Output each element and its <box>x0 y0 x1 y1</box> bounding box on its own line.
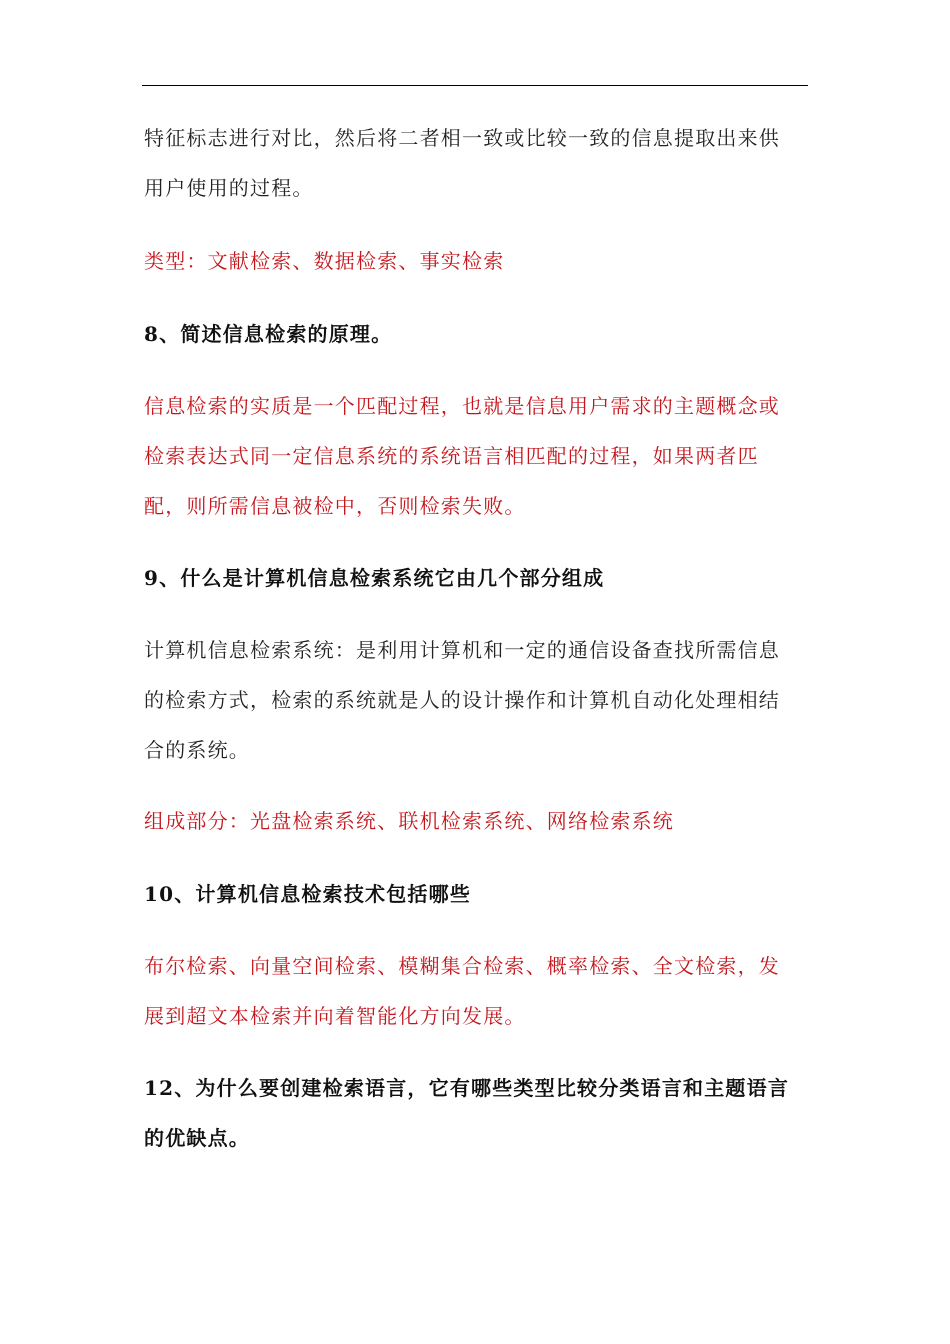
answer-8 <box>144 381 808 531</box>
text-line: 12、为什么要创建检索语言，它有哪些类型比较分类语言和主题语言 <box>144 1076 790 1100</box>
text-line: 的检索方式，检索的系统就是人的设计操作和计算机自动化处理相结 <box>144 688 780 712</box>
paragraph-definition-continued <box>144 113 808 213</box>
text-line: 信息检索的实质是一个匹配过程，也就是信息用户需求的主题概念或 <box>144 394 780 418</box>
text-line: 类型：文献检索、数据检索、事实检索 <box>144 249 505 273</box>
text-line: 的优缺点。 <box>144 1126 250 1150</box>
question-8-heading <box>144 309 808 359</box>
text-line: 布尔检索、向量空间检索、模糊集合检索、概率检索、全文检索，发 <box>144 954 780 978</box>
answer-10 <box>144 941 808 1041</box>
text-line: 检索表达式同一定信息系统的系统语言相匹配的过程，如果两者匹 <box>144 444 759 468</box>
answer-retrieval-types <box>144 236 808 286</box>
text-line: 合的系统。 <box>144 738 250 762</box>
question-12-heading <box>144 1063 808 1163</box>
text-line: 特征标志进行对比，然后将二者相一致或比较一致的信息提取出来供 <box>144 126 780 150</box>
answer-9-definition <box>144 625 808 775</box>
text-line: 9、什么是计算机信息检索系统它由几个部分组成 <box>144 566 605 590</box>
text-line: 用户使用的过程。 <box>144 176 314 200</box>
text-line: 计算机信息检索系统：是利用计算机和一定的通信设备查找所需信息 <box>144 638 780 662</box>
text-line: 展到超文本检索并向着智能化方向发展。 <box>144 1004 526 1028</box>
answer-9-components <box>144 796 808 846</box>
question-10-heading <box>144 869 808 919</box>
text-line: 配，则所需信息被检中，否则检索失败。 <box>144 494 526 518</box>
question-9-heading <box>144 553 808 603</box>
text-line: 8、简述信息检索的原理。 <box>144 322 393 346</box>
text-line: 10、计算机信息检索技术包括哪些 <box>144 882 472 906</box>
header-rule <box>142 85 808 86</box>
text-line: 组成部分：光盘检索系统、联机检索系统、网络检索系统 <box>144 809 674 833</box>
